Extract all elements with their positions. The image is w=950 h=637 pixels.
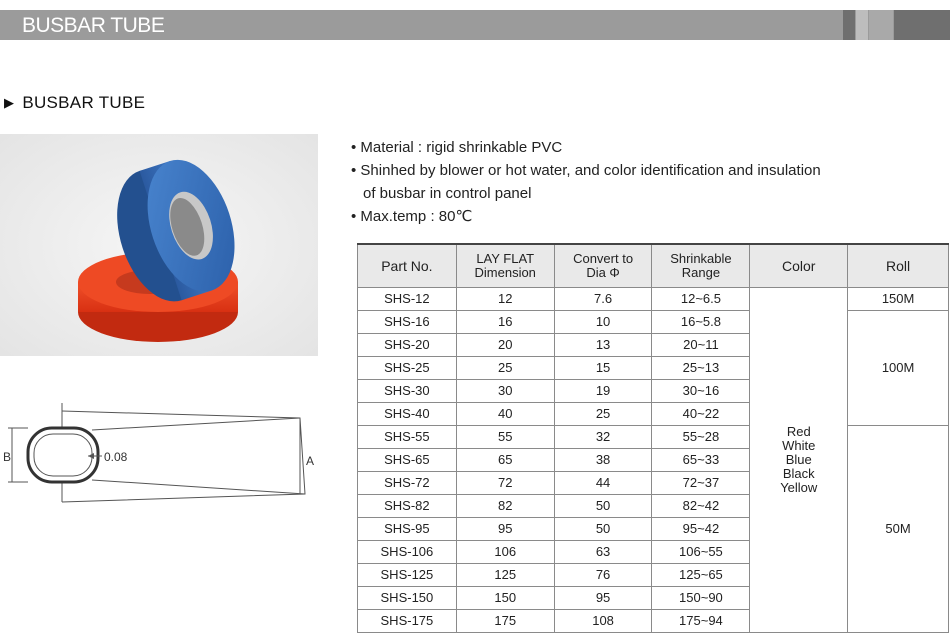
cell-part-no: SHS-25 bbox=[358, 356, 457, 379]
header-shrinkable-line2: Range bbox=[681, 264, 721, 280]
cell-part-no: SHS-125 bbox=[358, 563, 457, 586]
cell-lay-flat: 30 bbox=[456, 379, 554, 402]
cell-lay-flat: 55 bbox=[456, 425, 554, 448]
cell-convert-dia: 25 bbox=[554, 402, 652, 425]
header-roll: Roll bbox=[848, 244, 949, 287]
table-row bbox=[358, 310, 949, 333]
cell-convert-dia: 76 bbox=[554, 563, 652, 586]
header-decor-block bbox=[856, 10, 868, 40]
cell-shrink-range: 106~55 bbox=[652, 540, 750, 563]
cell-part-no: SHS-106 bbox=[358, 540, 457, 563]
header-color: Color bbox=[750, 244, 848, 287]
cell-convert-dia: 15 bbox=[554, 356, 652, 379]
cell-convert-dia: 63 bbox=[554, 540, 652, 563]
cell-convert-dia: 44 bbox=[554, 471, 652, 494]
cell-shrink-range: 12~6.5 bbox=[652, 287, 750, 310]
dimension-label-a: A bbox=[306, 454, 315, 468]
cell-part-no: SHS-40 bbox=[358, 402, 457, 425]
cell-part-no: SHS-82 bbox=[358, 494, 457, 517]
cell-convert-dia: 95 bbox=[554, 586, 652, 609]
section-heading bbox=[4, 93, 145, 113]
cell-part-no: SHS-150 bbox=[358, 586, 457, 609]
cell-lay-flat: 95 bbox=[456, 517, 554, 540]
cell-lay-flat: 12 bbox=[456, 287, 554, 310]
cell-shrink-range: 65~33 bbox=[652, 448, 750, 471]
cell-shrink-range: 25~13 bbox=[652, 356, 750, 379]
cell-part-no: SHS-12 bbox=[358, 287, 457, 310]
cell-lay-flat: 40 bbox=[456, 402, 554, 425]
feature-item: • Shinhed by blower or hot water, and color identification and insulation bbox=[351, 162, 821, 179]
color-option: Black bbox=[782, 465, 815, 481]
color-option: Yellow bbox=[780, 479, 818, 495]
section-heading-text: BUSBAR TUBE bbox=[22, 93, 146, 112]
cell-shrink-range: 72~37 bbox=[652, 471, 750, 494]
color-option: White bbox=[782, 437, 816, 453]
header-convert-line2: Dia Φ bbox=[586, 264, 620, 280]
cell-convert-dia: 13 bbox=[554, 333, 652, 356]
cell-lay-flat: 125 bbox=[456, 563, 554, 586]
cell-part-no: SHS-72 bbox=[358, 471, 457, 494]
header-shrinkable bbox=[652, 244, 750, 287]
header-convert-line1: Convert to bbox=[573, 250, 634, 266]
cell-part-no: SHS-30 bbox=[358, 379, 457, 402]
cell-part-no: SHS-16 bbox=[358, 310, 457, 333]
header-lay-flat-line1: LAY FLAT bbox=[476, 250, 535, 266]
cell-shrink-range: 16~5.8 bbox=[652, 310, 750, 333]
cell-shrink-range: 30~16 bbox=[652, 379, 750, 402]
feature-item: • Max.temp : 80℃ bbox=[351, 208, 473, 225]
cell-convert-dia: 7.6 bbox=[554, 287, 652, 310]
cell-convert-dia: 19 bbox=[554, 379, 652, 402]
header-convert bbox=[554, 244, 652, 287]
table-header-row bbox=[358, 244, 949, 287]
cell-part-no: SHS-55 bbox=[358, 425, 457, 448]
triangle-marker-icon: ▶ bbox=[4, 95, 15, 110]
cell-roll: 100M bbox=[848, 310, 949, 425]
cell-shrink-range: 20~11 bbox=[652, 333, 750, 356]
cell-shrink-range: 125~65 bbox=[652, 563, 750, 586]
cell-lay-flat: 106 bbox=[456, 540, 554, 563]
cell-lay-flat: 175 bbox=[456, 609, 554, 632]
cell-part-no: SHS-95 bbox=[358, 517, 457, 540]
color-option: Blue bbox=[785, 451, 812, 467]
thickness-label: 0.08 bbox=[104, 450, 128, 464]
cell-lay-flat: 150 bbox=[456, 586, 554, 609]
header-decor-block bbox=[894, 10, 950, 40]
cell-convert-dia: 32 bbox=[554, 425, 652, 448]
header-decor-block bbox=[869, 10, 893, 40]
cell-roll: 50M bbox=[848, 425, 949, 632]
cell-colors bbox=[750, 287, 848, 632]
cell-lay-flat: 16 bbox=[456, 310, 554, 333]
cell-lay-flat: 65 bbox=[456, 448, 554, 471]
header-lay-flat-line2: Dimension bbox=[474, 264, 536, 280]
cell-shrink-range: 175~94 bbox=[652, 609, 750, 632]
cell-lay-flat: 82 bbox=[456, 494, 554, 517]
cell-convert-dia: 10 bbox=[554, 310, 652, 333]
cell-shrink-range: 40~22 bbox=[652, 402, 750, 425]
table-row bbox=[358, 425, 949, 448]
table-row bbox=[358, 287, 949, 310]
feature-list bbox=[351, 136, 871, 228]
cell-shrink-range: 82~42 bbox=[652, 494, 750, 517]
busbar-tube-rolls-image bbox=[0, 134, 318, 356]
cell-convert-dia: 38 bbox=[554, 448, 652, 471]
header-part-no: Part No. bbox=[358, 244, 457, 287]
header-bar bbox=[0, 10, 950, 40]
cross-section-diagram bbox=[0, 398, 330, 518]
dimension-label-b: B bbox=[3, 450, 12, 464]
cell-roll: 150M bbox=[848, 287, 949, 310]
cell-shrink-range: 150~90 bbox=[652, 586, 750, 609]
cell-shrink-range: 55~28 bbox=[652, 425, 750, 448]
feature-item: of busbar in control panel bbox=[363, 185, 532, 202]
feature-item: • Material : rigid shrinkable PVC bbox=[351, 139, 563, 156]
cell-convert-dia: 50 bbox=[554, 494, 652, 517]
tube-dimension-diagram bbox=[0, 398, 330, 518]
cell-part-no: SHS-175 bbox=[358, 609, 457, 632]
header-shrinkable-line1: Shrinkable bbox=[670, 250, 732, 266]
cell-shrink-range: 95~42 bbox=[652, 517, 750, 540]
header-title: BUSBAR TUBE bbox=[22, 14, 165, 37]
header-lay-flat bbox=[456, 244, 554, 287]
color-option: Red bbox=[786, 423, 811, 439]
cell-convert-dia: 50 bbox=[554, 517, 652, 540]
cell-lay-flat: 25 bbox=[456, 356, 554, 379]
cell-lay-flat: 72 bbox=[456, 471, 554, 494]
cell-lay-flat: 20 bbox=[456, 333, 554, 356]
cell-part-no: SHS-20 bbox=[358, 333, 457, 356]
header-decor-block bbox=[843, 10, 855, 40]
spec-table bbox=[357, 243, 949, 633]
product-photo bbox=[0, 134, 318, 356]
cell-part-no: SHS-65 bbox=[358, 448, 457, 471]
cell-convert-dia: 108 bbox=[554, 609, 652, 632]
